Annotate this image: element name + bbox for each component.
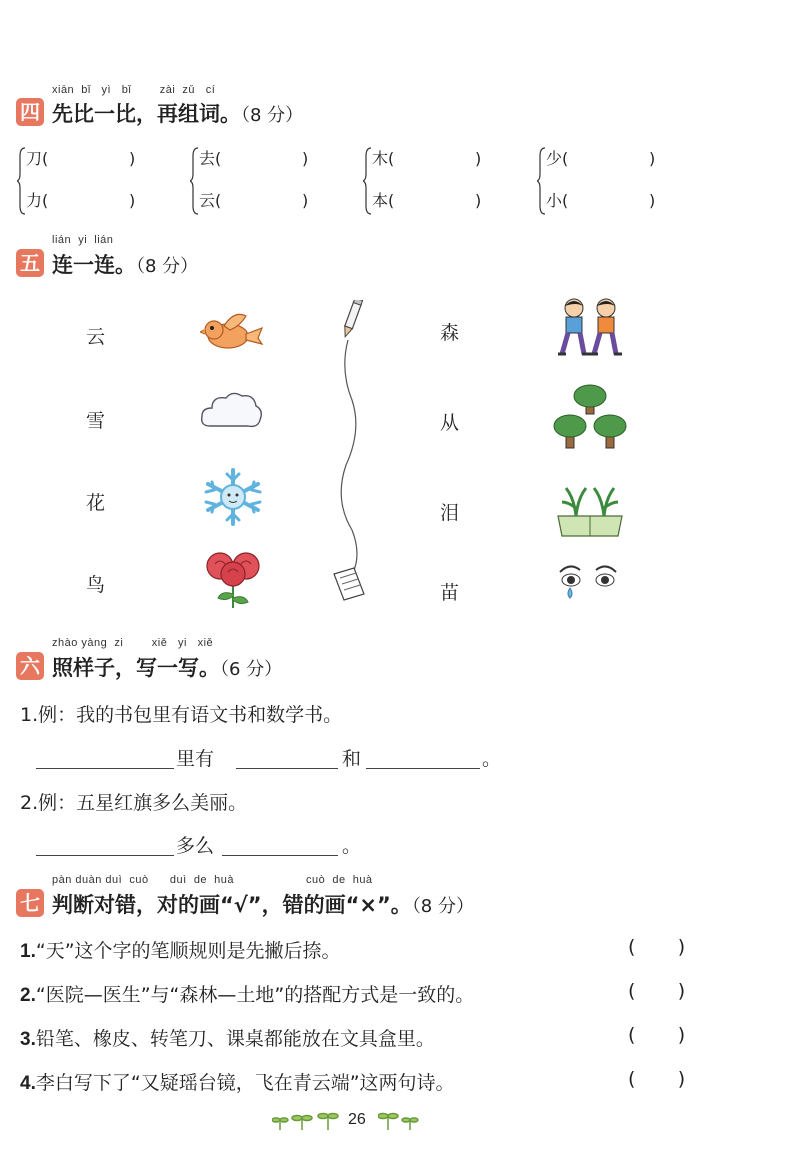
section7-score: （8 分）: [411, 896, 474, 917]
bird-picture[interactable]: [200, 308, 264, 356]
section5-title: [52, 249, 198, 279]
sprout-decoration-right: [378, 1110, 422, 1132]
section4-title-text: 先比一比，再组词。: [52, 102, 241, 126]
judge-answer-2[interactable]: ( ): [628, 980, 686, 1002]
judge-item-3-num: 3.: [20, 1029, 36, 1050]
section6-title-text: 照样子，写一写。: [52, 656, 220, 680]
judge-item-4-text: 李白写下了“又疑瑶台镜，飞在青云端”这两句诗。: [35, 1072, 455, 1094]
section4-title: [52, 98, 303, 128]
pair1-top-close: ): [129, 149, 136, 168]
section5-badge: 五: [16, 249, 44, 277]
ex1-word-1: 里有: [176, 748, 215, 770]
pair3-top[interactable]: 木(: [372, 149, 395, 168]
right-char-1[interactable]: 森: [440, 322, 460, 344]
compare-group-2: [190, 146, 340, 216]
pair4-top[interactable]: 少(: [546, 149, 569, 168]
section7-pinyin-2: cuò de huà: [306, 874, 373, 886]
crying-eyes-picture[interactable]: [556, 560, 620, 600]
pair4-bottom-close: ): [649, 191, 656, 210]
section6-score: （6 分）: [220, 659, 283, 680]
judge-item-1: [20, 936, 341, 963]
compare-group-3: [363, 146, 513, 216]
pair1-bottom-close: ): [129, 191, 136, 210]
cloud-picture[interactable]: [198, 388, 266, 434]
section7-pinyin-1: pàn duàn duì cuò duì de huà: [52, 874, 235, 886]
section5-pinyin: lián yi lián: [52, 234, 114, 246]
judge-item-1-text: “天”这个字的笔顺规则是先撇后捺。: [35, 940, 341, 962]
pair3-bottom-close: ): [475, 191, 482, 210]
compare-group-4: [537, 146, 687, 216]
blank-1a[interactable]: [36, 768, 174, 769]
left-char-1[interactable]: 云: [86, 326, 106, 348]
judge-item-4: [20, 1068, 455, 1095]
section4-score: （8 分）: [241, 105, 304, 126]
blank-2b[interactable]: [222, 855, 338, 856]
judge-answer-3[interactable]: ( ): [628, 1024, 686, 1046]
blank-2a[interactable]: [36, 855, 174, 856]
ex2-end: 。: [342, 835, 362, 857]
seedlings-picture[interactable]: [556, 478, 624, 538]
right-char-2[interactable]: 从: [440, 412, 460, 434]
pair4-top-close: ): [649, 149, 656, 168]
two-boys-picture[interactable]: [554, 296, 628, 358]
left-char-3[interactable]: 花: [86, 492, 106, 514]
section5-score: （8 分）: [136, 256, 199, 277]
judge-answer-1[interactable]: ( ): [628, 936, 686, 958]
judge-item-3-text: 铅笔、橡皮、转笔刀、课桌都能放在文具盒里。: [35, 1028, 435, 1050]
pair3-bottom[interactable]: 本(: [372, 191, 395, 210]
section6-badge: 六: [16, 652, 44, 680]
blank-1b[interactable]: [236, 768, 338, 769]
three-trees-picture[interactable]: [552, 382, 630, 454]
left-char-2[interactable]: 雪: [86, 410, 106, 432]
pair4-bottom[interactable]: 小(: [546, 191, 569, 210]
section7-badge: 七: [16, 889, 44, 917]
right-char-4[interactable]: 苗: [440, 582, 460, 604]
judge-item-2-text: “医院—医生”与“森林—土地”的搭配方式是一致的。: [35, 984, 475, 1006]
right-char-3[interactable]: 泪: [440, 502, 460, 524]
pair2-bottom[interactable]: 云(: [199, 191, 222, 210]
rose-picture[interactable]: [200, 546, 266, 610]
section6-title: [52, 652, 282, 682]
section4-badge: 四: [16, 98, 44, 126]
pair3-top-close: ): [475, 149, 482, 168]
section5-title-text: 连一连。: [52, 253, 136, 277]
section6-pinyin: zhào yàng zi xiě yi xiě: [52, 637, 214, 649]
judge-answer-4[interactable]: ( ): [628, 1068, 686, 1090]
ex2-word-1: 多么: [176, 835, 215, 857]
blank-1c[interactable]: [366, 768, 480, 769]
snowflake-picture[interactable]: [200, 466, 266, 528]
section7-title-text: 判断对错，对的画“√”，错的画“×”。: [52, 893, 412, 917]
judge-item-3: [20, 1024, 435, 1051]
judge-item-4-num: 4.: [20, 1073, 36, 1094]
compare-group-1: [17, 146, 167, 216]
ex1-end: 。: [482, 748, 502, 770]
left-char-4[interactable]: 鸟: [86, 574, 106, 596]
judge-item-2-num: 2.: [20, 985, 36, 1006]
ex1-word-2: 和: [342, 748, 362, 770]
judge-item-2: [20, 980, 474, 1007]
example-1: 1.例：我的书包里有语文书和数学书。: [20, 704, 343, 726]
section7-title: [52, 889, 474, 919]
page-number: 26: [348, 1111, 366, 1128]
pair1-top[interactable]: 刀(: [26, 149, 49, 168]
pair1-bottom[interactable]: 力(: [26, 191, 49, 210]
connection-guide-line: [322, 300, 382, 610]
pair2-top-close: ): [302, 149, 309, 168]
section4-pinyin: xiān bǐ yì bǐ zài zǔ cí: [52, 84, 216, 96]
judge-item-1-num: 1.: [20, 941, 36, 962]
pair2-top[interactable]: 去(: [199, 149, 222, 168]
sprout-decoration-left: [272, 1110, 342, 1132]
pair2-bottom-close: ): [302, 191, 309, 210]
example-2: 2.例：五星红旗多么美丽。: [20, 792, 248, 814]
